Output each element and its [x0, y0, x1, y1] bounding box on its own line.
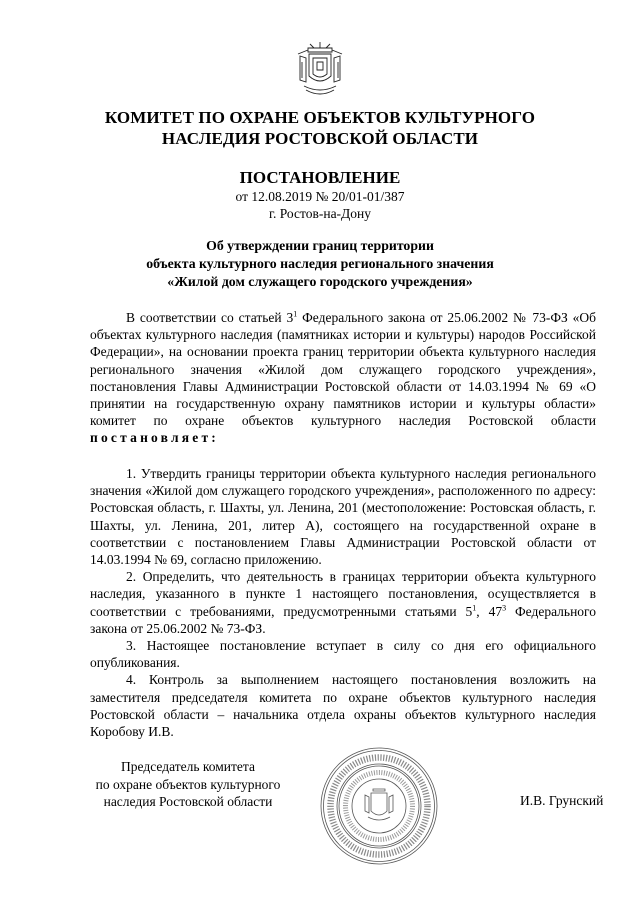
resolves-word: постановляет:: [90, 430, 219, 446]
preamble-paragraph: [90, 309, 596, 447]
coat-of-arms-icon: [294, 40, 346, 100]
item-2-text-1: 2. Определить, что деятельность в границах территории объекта культурного наследия, указанного в пункте 1 настоящего постановления, осуществляется в соответствии с требованиями, предусмотренными статьями 5: [90, 569, 596, 619]
subject-line-1: Об утверждении границ территории: [206, 238, 434, 253]
signer-name: И.В. Грунский: [520, 793, 604, 808]
signer-position: [88, 758, 288, 811]
date-number: от 12.08.2019 № 20/01-01/387: [235, 189, 405, 204]
item-2-text-2: , 47: [476, 603, 503, 619]
item-2-sup-1: 1: [472, 603, 477, 613]
official-seal-icon: [318, 745, 440, 867]
item-4: 4. Контроль за выполнением настоящего постановления возложить на заместителя председателя комитета по охране объектов культурного наследия Ростовской области – начальника отдела охраны объектов культурного наследия Коробову И.В.: [90, 672, 596, 740]
position-line-3: наследия Ростовской области: [103, 794, 273, 809]
subject-line-2: объекта культурного наследия регионального значения: [146, 256, 494, 271]
subject-line-3: «Жилой дом служащего городского учреждения»: [167, 274, 473, 289]
item-3: 3. Настоящее постановление вступает в силу со дня его официального опубликования.: [90, 638, 596, 671]
org-line-2: НАСЛЕДИЯ РОСТОВСКОЙ ОБЛАСТИ: [161, 129, 479, 148]
preamble-text-2: Федерального закона от 25.06.2002 № 73-ФЗ «Об объектах культурного наследия (памятниках истории и культуры) народов Российской Федерации», на основании проекта границ территории объекта культурного наследия регионального значения «Жилой дом служащего городского учреждения», постановления Главы Администрации Ростовской области от 14.03.1994 № 69 «О принятии на государственную охрану памятников истории и культуры области» комитет по охране объектов культурного наследия Ростовской области: [90, 310, 596, 429]
position-line-2: по охране объектов культурного: [95, 776, 281, 792]
item-2-text-3: Федерального закона от 25.06.2002 № 73-ФЗ.: [90, 603, 596, 636]
place: г. Ростов-на-Дону: [268, 206, 371, 221]
preamble-superscript: 1: [293, 309, 298, 319]
item-2-sup-2: 3: [502, 603, 507, 613]
document-meta: [0, 188, 640, 222]
position-line-1: Председатель комитета: [121, 759, 255, 774]
item-1: 1. Утвердить границы территории объекта культурного наследия регионального значения «Жилой дом служащего городского учреждения», расположенного по адресу: Ростовская область, г. Шахты, ул. Ленина, 201 (местоположение: Ростовская область, г. Шахты, ул. Ленина, 201, литер А), состоящего на государственной охране в соответствии с постановлением Главы Администрации Ростовской области от 14.03.1994 № 69, согласно приложению.: [90, 466, 596, 568]
organization-name: [0, 107, 640, 149]
org-line-1: КОМИТЕТ ПО ОХРАНЕ ОБЪЕКТОВ КУЛЬТУРНОГО: [104, 108, 536, 127]
document-type: ПОСТАНОВЛЕНИЕ: [239, 168, 401, 187]
item-2: [90, 568, 596, 637]
resolution-items: [90, 465, 596, 740]
preamble-text-1: В соответствии со статьей 3: [126, 310, 294, 325]
document-subject: [0, 237, 640, 291]
